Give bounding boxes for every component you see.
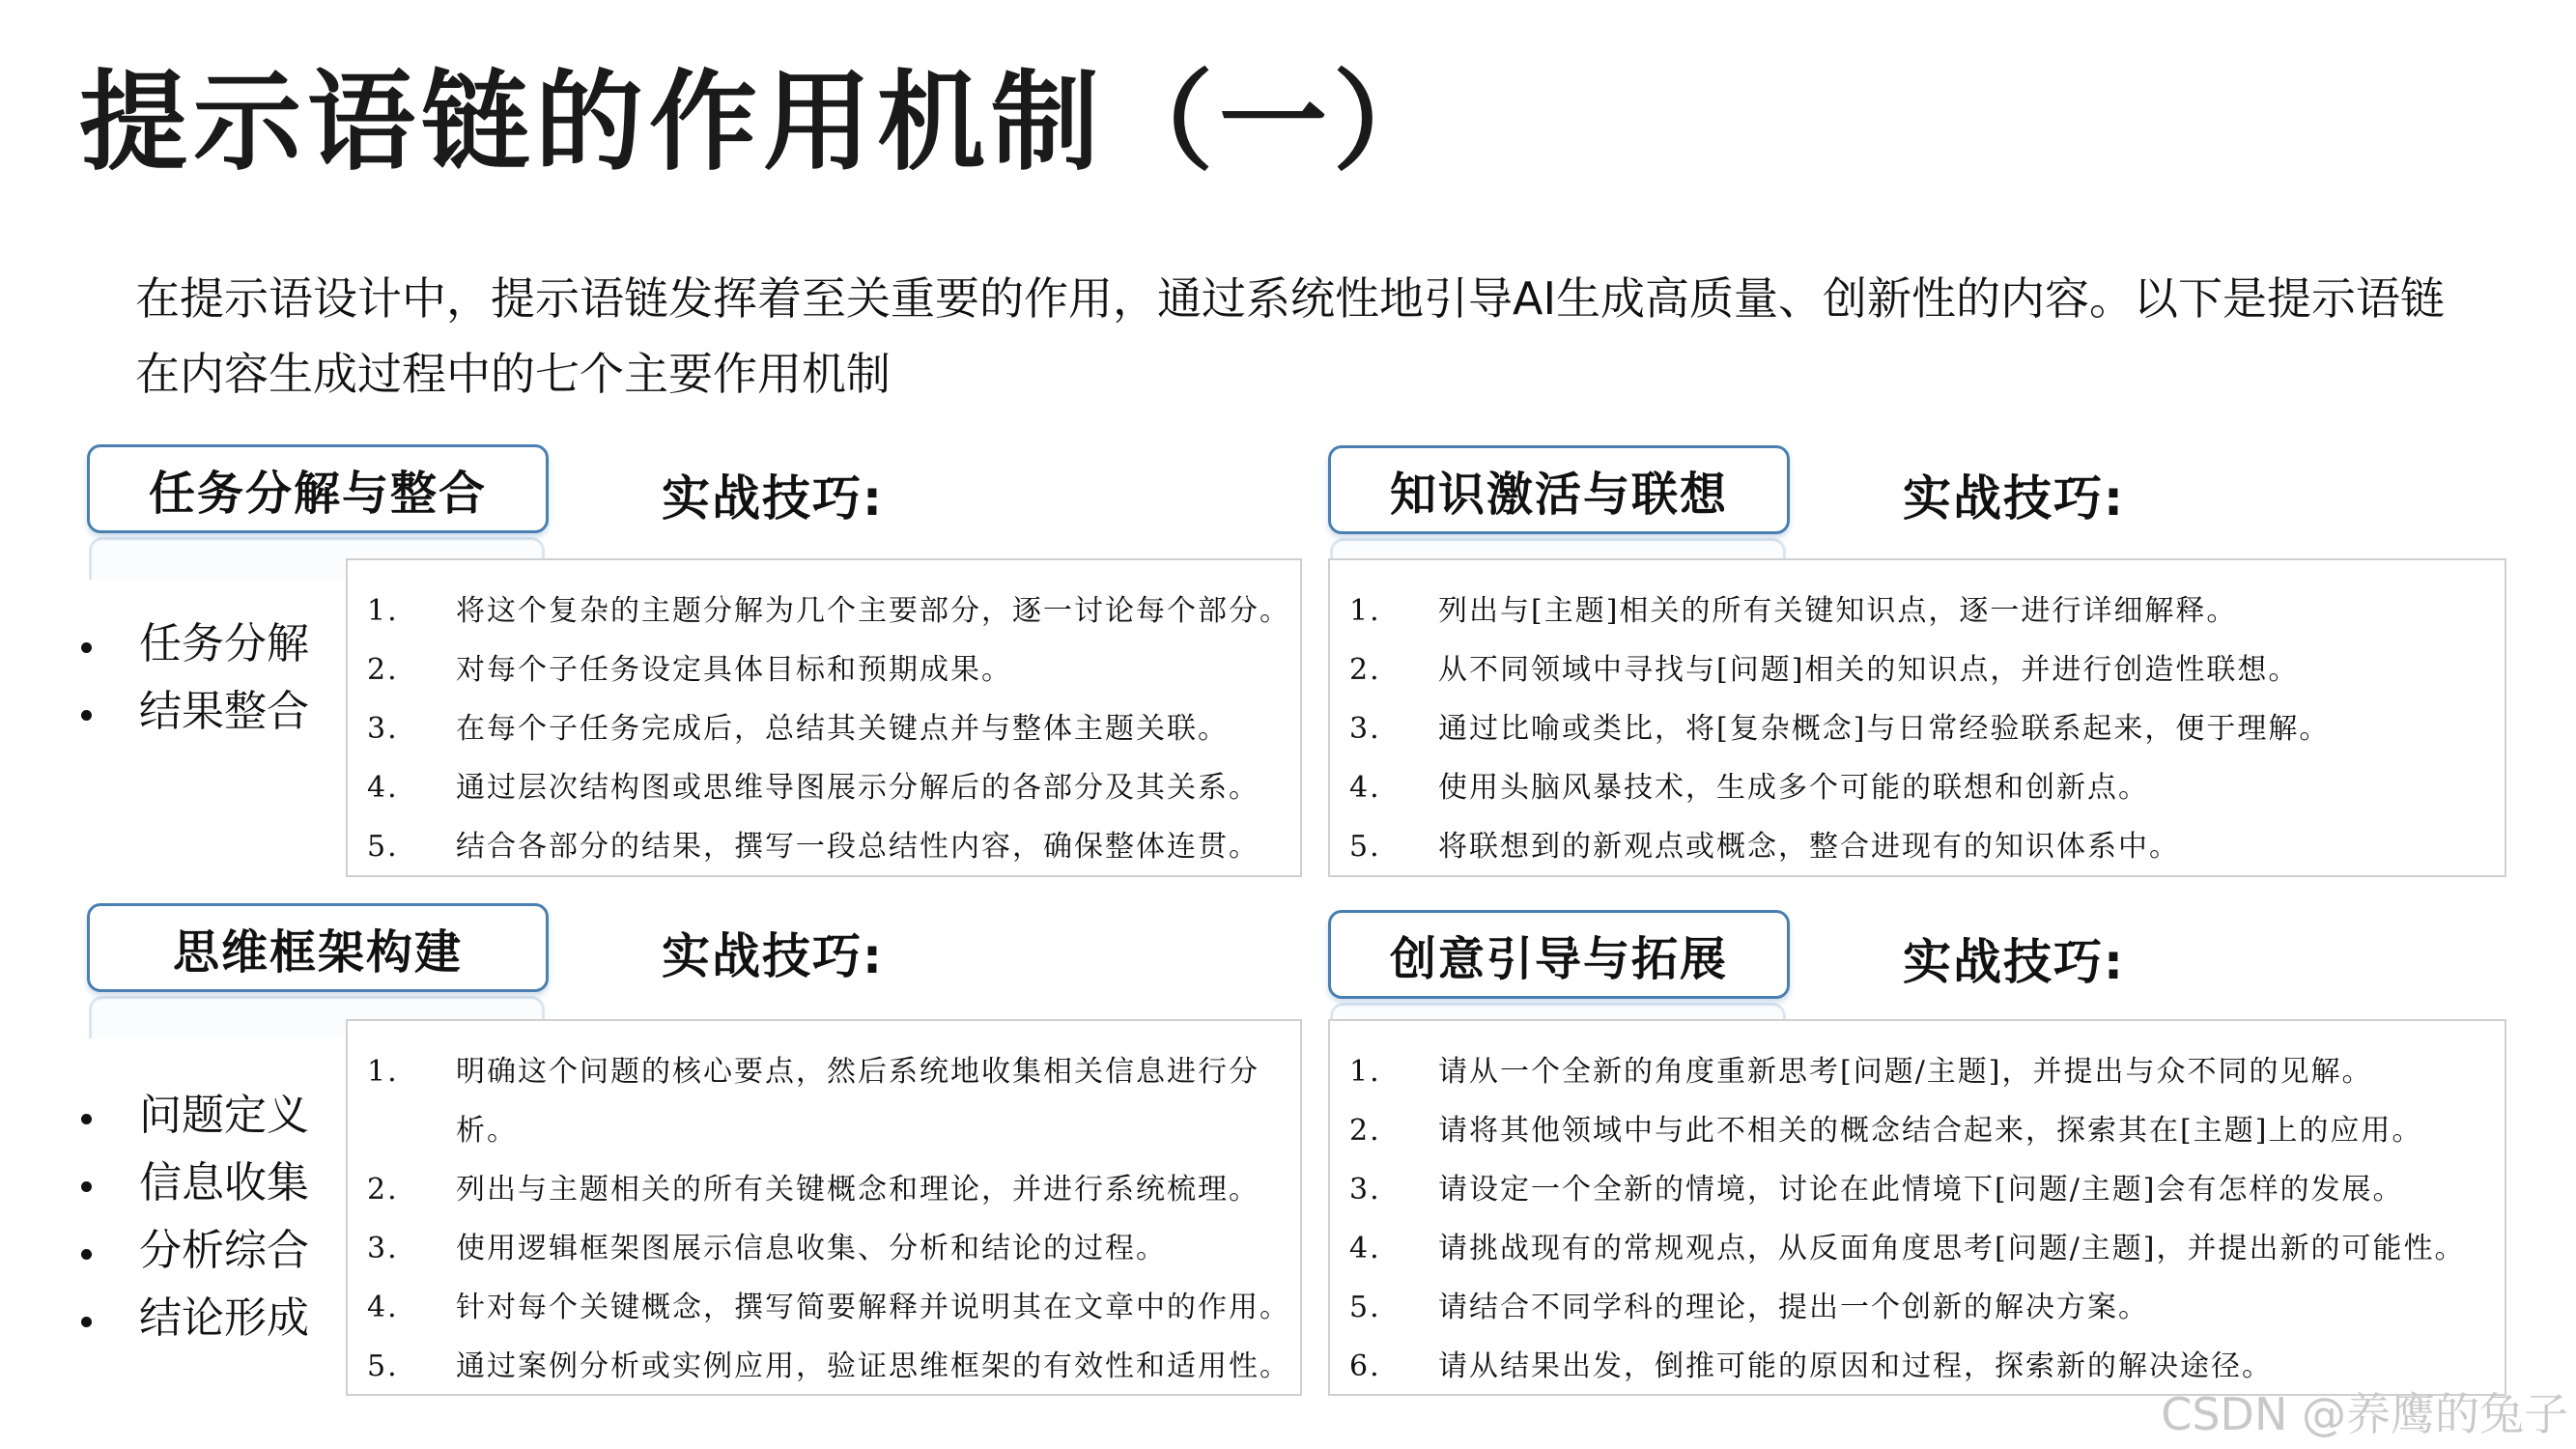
watermark: CSDN @养鹰的兔子 bbox=[2161, 1388, 2568, 1440]
tip-item bbox=[367, 1337, 1290, 1396]
bullet-item: 分析综合 bbox=[79, 1217, 309, 1285]
tip-number: 4. bbox=[1349, 1232, 1381, 1265]
section-tag-label: 知识激活与联想 bbox=[1328, 445, 1790, 534]
bullet-item: 结论形成 bbox=[79, 1285, 309, 1352]
tip-number: 3. bbox=[1349, 1173, 1381, 1207]
tip-item bbox=[1349, 1042, 2495, 1101]
bullet-list bbox=[79, 1082, 309, 1352]
tip-text: 请从一个全新的角度重新思考[问题/主题]，并提出与众不同的见解。 bbox=[1438, 1055, 2373, 1089]
intro-paragraph: 在提示语设计中，提示语链发挥着至关重要的作用，通过系统性地引导AI生成高质量、创新性的内容。以下是提示语链在内容生成过程中的七个主要作用机制 bbox=[135, 272, 2446, 400]
tip-number: 2. bbox=[367, 653, 399, 687]
tip-item bbox=[1349, 1219, 2495, 1278]
tips-box bbox=[346, 558, 1302, 877]
tip-text: 对每个子任务设定具体目标和预期成果。 bbox=[456, 653, 1012, 687]
tip-number: 3. bbox=[367, 1232, 399, 1265]
tip-number: 3. bbox=[1349, 712, 1381, 746]
tip-number: 2. bbox=[1349, 653, 1381, 687]
tip-item bbox=[1349, 758, 2495, 817]
tips-list bbox=[367, 582, 1290, 876]
tip-number: 2. bbox=[367, 1173, 399, 1207]
tips-box bbox=[1328, 558, 2506, 877]
tip-text: 将这个复杂的主题分解为几个主要部分，逐一讨论每个部分。 bbox=[456, 594, 1290, 628]
tip-number: 5. bbox=[1349, 830, 1381, 864]
tip-item bbox=[367, 1219, 1290, 1278]
tip-number: 1. bbox=[367, 1055, 399, 1089]
tip-item bbox=[1349, 699, 2495, 758]
tip-number: 5. bbox=[1349, 1291, 1381, 1324]
tips-box bbox=[346, 1019, 1302, 1396]
tip-number: 5. bbox=[367, 1350, 399, 1383]
tips-box bbox=[1328, 1019, 2506, 1396]
tip-item bbox=[367, 758, 1290, 817]
section-tag-thinking-framework bbox=[87, 903, 549, 1037]
tips-list bbox=[1349, 1042, 2495, 1396]
section-tag-label: 思维框架构建 bbox=[87, 903, 549, 992]
tip-text: 结合各部分的结果，撰写一段总结性内容，确保整体连贯。 bbox=[456, 830, 1260, 864]
tip-text: 在每个子任务完成后，总结其关键点并与整体主题关联。 bbox=[456, 712, 1229, 746]
tips-label: 实战技巧: bbox=[1903, 934, 2125, 990]
tip-text: 请从结果出发，倒推可能的原因和过程，探索新的解决途径。 bbox=[1438, 1350, 2273, 1383]
tip-item bbox=[1349, 1101, 2495, 1160]
tip-number: 4. bbox=[367, 1291, 399, 1324]
tip-item bbox=[1349, 1160, 2495, 1219]
tip-number: 5. bbox=[367, 830, 399, 864]
tips-list bbox=[1349, 582, 2495, 876]
tip-text: 列出与[主题]相关的所有关键知识点，逐一进行详细解释。 bbox=[1438, 594, 2238, 628]
tip-number: 1. bbox=[1349, 1055, 1381, 1089]
tip-number: 3. bbox=[367, 712, 399, 746]
tip-text: 使用头脑风暴技术，生成多个可能的联想和创新点。 bbox=[1438, 771, 2149, 805]
tip-text: 通过比喻或类比，将[复杂概念]与日常经验联系起来，便于理解。 bbox=[1438, 712, 2331, 746]
bullet-list bbox=[79, 611, 309, 746]
tip-text: 使用逻辑框架图展示信息收集、分析和结论的过程。 bbox=[456, 1232, 1167, 1265]
tip-text: 请挑战现有的常规观点，从反面角度思考[问题/主题]，并提出新的可能性。 bbox=[1438, 1232, 2466, 1265]
tip-item bbox=[367, 1160, 1290, 1219]
tip-text: 将联想到的新观点或概念，整合进现有的知识体系中。 bbox=[1438, 830, 2180, 864]
bullet-item: 任务分解 bbox=[79, 611, 309, 678]
bullet-item: 结果整合 bbox=[79, 678, 309, 746]
tip-text: 请将其他领域中与此不相关的概念结合起来，探索其在[主题]上的应用。 bbox=[1438, 1114, 2423, 1148]
tip-number: 1. bbox=[367, 594, 399, 628]
tip-item bbox=[1349, 1278, 2495, 1337]
tip-text: 通过案例分析或实例应用，验证思维框架的有效性和适用性。 bbox=[456, 1350, 1290, 1383]
tip-text: 列出与主题相关的所有关键概念和理论，并进行系统梳理。 bbox=[456, 1173, 1260, 1207]
tip-number: 4. bbox=[1349, 771, 1381, 805]
tips-list bbox=[367, 1042, 1290, 1396]
tip-text: 请设定一个全新的情境，讨论在此情境下[问题/主题]会有怎样的发展。 bbox=[1438, 1173, 2404, 1207]
tip-text: 从不同领域中寻找与[问题]相关的知识点，并进行创造性联想。 bbox=[1438, 653, 2300, 687]
tip-text: 请结合不同学科的理论，提出一个创新的解决方案。 bbox=[1438, 1291, 2149, 1324]
tip-item bbox=[1349, 640, 2495, 699]
tip-item bbox=[367, 699, 1290, 758]
tip-text: 针对每个关键概念，撰写简要解释并说明其在文章中的作用。 bbox=[456, 1291, 1290, 1324]
tip-text: 明确这个问题的核心要点，然后系统地收集相关信息进行分析。 bbox=[456, 1055, 1260, 1148]
tip-number: 6. bbox=[1349, 1350, 1381, 1383]
tips-label: 实战技巧: bbox=[662, 470, 884, 526]
tip-item bbox=[367, 1042, 1290, 1160]
tip-text: 通过层次结构图或思维导图展示分解后的各部分及其关系。 bbox=[456, 771, 1260, 805]
bullet-item: 信息收集 bbox=[79, 1150, 309, 1217]
page-title: 提示语链的作用机制（一） bbox=[79, 60, 1447, 185]
tip-item bbox=[367, 817, 1290, 876]
section-tag-label: 任务分解与整合 bbox=[87, 444, 549, 533]
tip-item bbox=[367, 640, 1290, 699]
section-tag-label: 创意引导与拓展 bbox=[1328, 910, 1790, 999]
tip-item bbox=[1349, 582, 2495, 640]
tip-item bbox=[367, 1278, 1290, 1337]
tip-item bbox=[367, 582, 1290, 640]
tip-number: 4. bbox=[367, 771, 399, 805]
tips-label: 实战技巧: bbox=[1903, 470, 2125, 526]
tip-item bbox=[1349, 817, 2495, 876]
bullet-item: 问题定义 bbox=[79, 1082, 309, 1150]
tip-number: 1. bbox=[1349, 594, 1381, 628]
tip-number: 2. bbox=[1349, 1114, 1381, 1148]
tips-label: 实战技巧: bbox=[662, 928, 884, 984]
